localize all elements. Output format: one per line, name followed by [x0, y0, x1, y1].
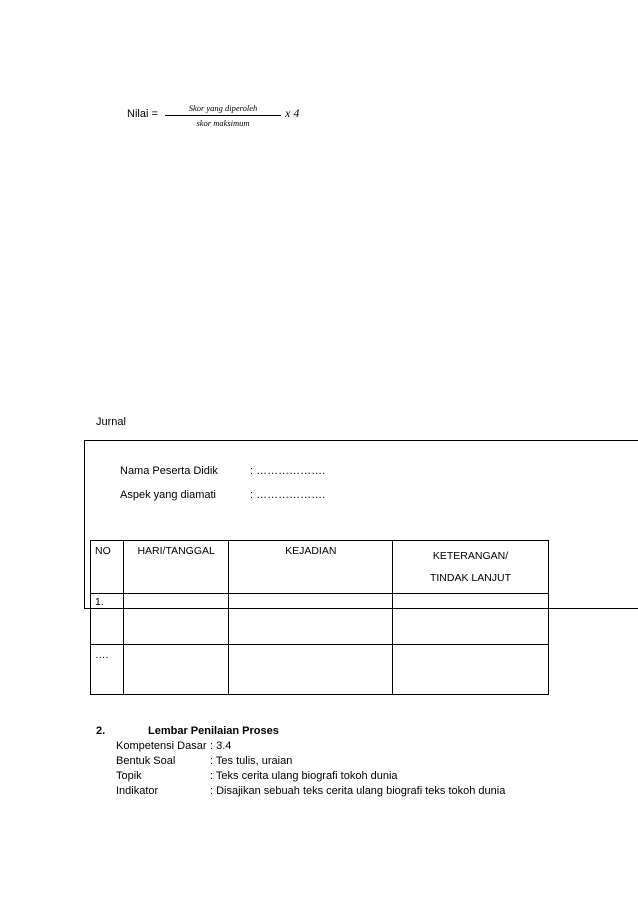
header-no: NO [91, 541, 124, 594]
row-hari-cell [123, 609, 229, 645]
row-keterangan-cell [393, 645, 549, 695]
formula-label: Nilai = [127, 108, 158, 120]
formula-fraction [163, 103, 283, 128]
info-row-indikator [96, 783, 506, 798]
formula-denominator: skor maksimum [196, 118, 250, 128]
header-kejadian: KEJADIAN [229, 541, 393, 594]
header-hari-tanggal: HARI/TANGGAL [123, 541, 229, 594]
section-title: Lembar Penilaian Proses [148, 725, 279, 737]
formula-multiplier: x 4 [285, 106, 300, 120]
section-2-heading [96, 723, 279, 738]
field-label-aspect: Aspek yang diamati [120, 489, 216, 501]
info-row-topik [96, 768, 398, 783]
jurnal-table [90, 540, 549, 695]
field-value-aspect: : ………………. [250, 489, 326, 501]
header-keterangan-line1: KETERANGAN/ [432, 550, 509, 562]
section-2 [96, 723, 506, 798]
info-label: Kompetensi Dasar [116, 740, 207, 752]
info-label: Topik [116, 770, 142, 782]
row-keterangan-cell [393, 594, 549, 609]
info-row-kompetensi [96, 738, 232, 753]
header-keterangan-line2: TINDAK LANJUT [429, 572, 512, 584]
row-kejadian-cell [229, 594, 393, 609]
field-label-name: Nama Peserta Didik [120, 465, 218, 477]
info-value: : 3.4 [210, 740, 232, 752]
row-kejadian-cell [229, 609, 393, 645]
row-hari-cell [123, 645, 229, 695]
row-no-cell: 1. [91, 594, 124, 609]
row-hari-cell [123, 594, 229, 609]
info-value: : Teks cerita ulang biografi tokoh dunia [210, 770, 398, 782]
table-header-row [91, 541, 549, 594]
info-row-bentuk [96, 753, 293, 768]
field-value-name: : ………………. [250, 465, 326, 477]
header-keterangan [393, 541, 549, 594]
table-row [91, 609, 549, 645]
formula-numerator: Skor yang diperoleh [188, 103, 258, 113]
info-label: Indikator [116, 785, 159, 797]
row-kejadian-cell [229, 645, 393, 695]
section-number: 2. [96, 725, 106, 737]
table-row [91, 645, 549, 695]
jurnal-title: Jurnal [96, 416, 126, 428]
info-value: : Tes tulis, uraian [210, 755, 293, 767]
info-label: Bentuk Soal [116, 755, 176, 767]
row-no-cell [91, 609, 124, 645]
info-value: : Disajikan sebuah teks cerita ulang biografi teks tokoh dunia [210, 785, 506, 797]
row-no-cell: …. [91, 645, 124, 695]
row-keterangan-cell [393, 609, 549, 645]
table-row [91, 594, 549, 609]
